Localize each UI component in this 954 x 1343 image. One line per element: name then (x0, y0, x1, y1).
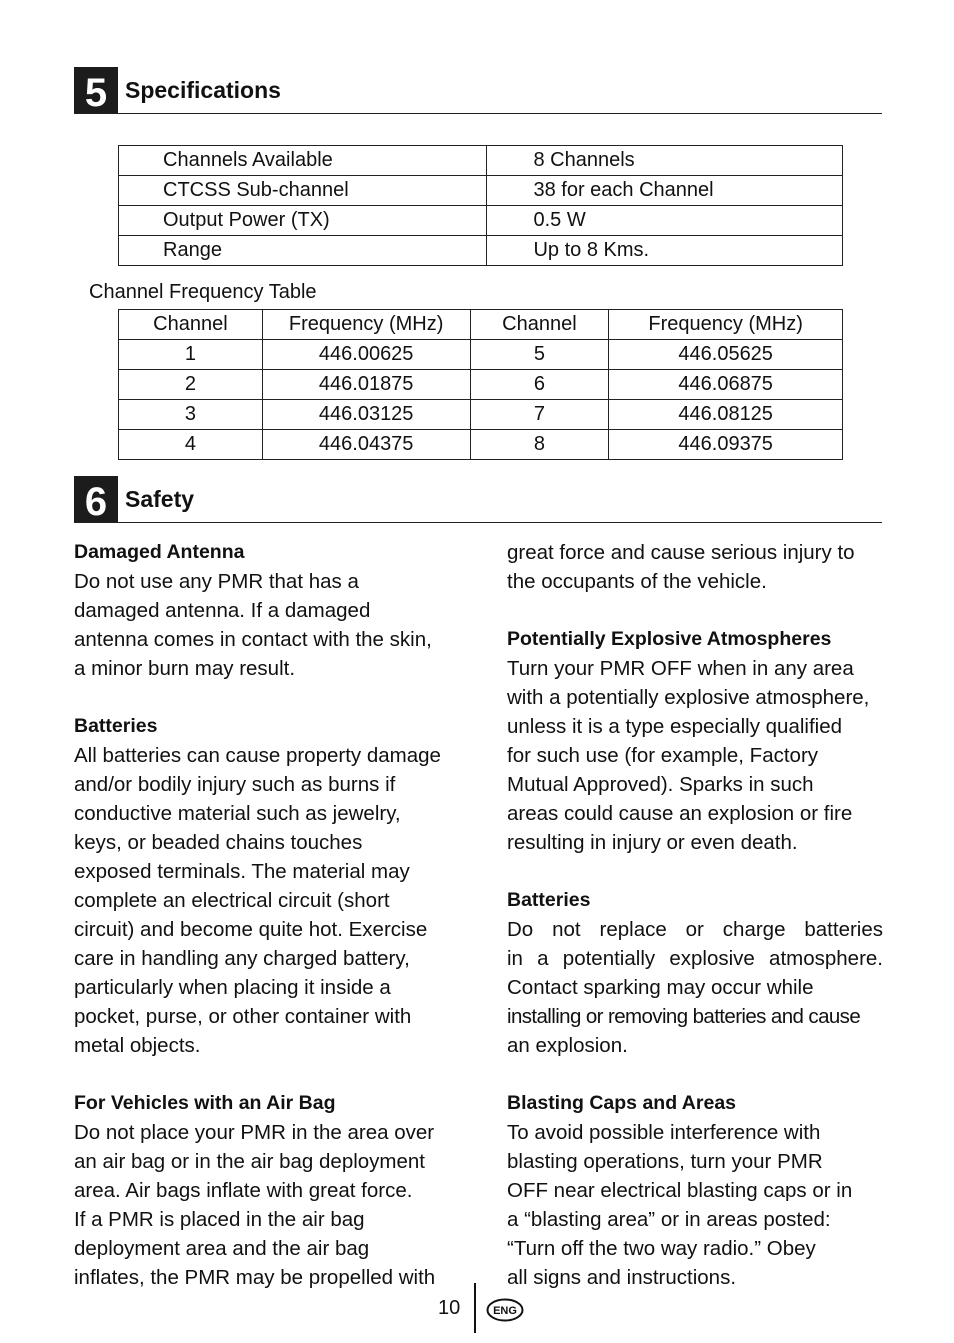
table-cell: 8 (470, 430, 609, 460)
heading-blasting-caps: Blasting Caps and Areas (507, 1092, 737, 1114)
text-line: Turn your PMR OFF when in any area (507, 657, 854, 680)
table-cell: 5 (470, 340, 609, 370)
text-line: metal objects. (74, 1034, 201, 1057)
language-badge-label: ENG (493, 1305, 517, 1317)
section-header-specifications (74, 67, 882, 114)
text-line: an explosion. (507, 1034, 628, 1057)
spec-label: Range (119, 236, 487, 266)
spec-value: 8 Channels (487, 146, 843, 176)
text-line: complete an electrical circuit (short (74, 889, 390, 912)
table-row (119, 176, 843, 206)
text-line: All batteries can cause property damage (74, 744, 441, 767)
spec-value: 0.5 W (487, 206, 843, 236)
text-line: “Turn off the two way radio.” Obey (507, 1237, 816, 1260)
frequency-table (118, 309, 843, 460)
text-line: Do not replace or charge batteries (507, 918, 883, 941)
text-line: in a potentially explosive atmosphere. (507, 947, 883, 970)
text-line: Do not use any PMR that has a (74, 570, 359, 593)
column-header: Channel (119, 310, 263, 340)
right-column (507, 538, 883, 1292)
text-line: a minor burn may result. (74, 657, 296, 680)
text-line: a “blasting area” or in areas posted: (507, 1208, 831, 1231)
text-line: area. Air bags inflate with great force. (74, 1179, 413, 1202)
text-line: conductive material such as jewelry, (74, 802, 401, 825)
table-row (119, 146, 843, 176)
text-line: great force and cause serious injury to (507, 541, 855, 564)
column-header: Channel (470, 310, 609, 340)
text-line: for such use (for example, Factory (507, 744, 819, 767)
text-line: circuit) and become quite hot. Exercise (74, 918, 428, 941)
spec-label: CTCSS Sub-channel (119, 176, 487, 206)
section-number-badge: 6 (74, 476, 118, 522)
table-cell: 3 (119, 400, 263, 430)
text-line: To avoid possible interference with (507, 1121, 821, 1144)
text-line: and/or bodily injury such as burns if (74, 773, 396, 796)
table-row (119, 430, 843, 460)
table-row (119, 400, 843, 430)
table-cell: 446.09375 (609, 430, 843, 460)
spec-label: Channels Available (119, 146, 487, 176)
text-line: antenna comes in contact with the skin, (74, 628, 432, 651)
text-line: Contact sparking may occur while (507, 976, 814, 999)
table-cell: 446.00625 (262, 340, 470, 370)
table-cell: 446.06875 (609, 370, 843, 400)
text-line: all signs and instructions. (507, 1266, 737, 1289)
section-title: Safety (125, 486, 195, 512)
footer-divider (474, 1283, 476, 1333)
table-cell: 6 (470, 370, 609, 400)
table-row (119, 206, 843, 236)
text-line: pocket, purse, or other container with (74, 1005, 412, 1028)
table-row (119, 370, 843, 400)
text-line: installing or removing batteries and cause (507, 1005, 861, 1028)
spec-label: Output Power (TX) (119, 206, 487, 236)
column-header: Frequency (MHz) (262, 310, 470, 340)
text-line: OFF near electrical blasting caps or in (507, 1179, 853, 1202)
spec-value: 38 for each Channel (487, 176, 843, 206)
section-number-badge: 5 (74, 67, 118, 113)
text-line: the occupants of the vehicle. (507, 570, 767, 593)
heading-batteries: Batteries (74, 715, 158, 737)
text-line: care in handling any charged battery, (74, 947, 410, 970)
left-column (74, 538, 450, 1292)
table-row (119, 236, 843, 266)
table-cell: 446.08125 (609, 400, 843, 430)
language-badge-icon (486, 1298, 524, 1322)
spec-value: Up to 8 Kms. (487, 236, 843, 266)
table-cell: 2 (119, 370, 263, 400)
text-line: blasting operations, turn your PMR (507, 1150, 823, 1173)
section-header-safety (74, 476, 882, 523)
table-cell: 446.03125 (262, 400, 470, 430)
table-cell: 446.04375 (262, 430, 470, 460)
heading-batteries-explosive: Batteries (507, 889, 591, 911)
text-line: Mutual Approved). Sparks in such (507, 773, 814, 796)
heading-explosive-atmospheres: Potentially Explosive Atmospheres (507, 628, 832, 650)
table-row (119, 340, 843, 370)
text-line: Do not place your PMR in the area over (74, 1121, 435, 1144)
specifications-table (118, 145, 843, 266)
heading-air-bag: For Vehicles with an Air Bag (74, 1092, 336, 1114)
heading-damaged-antenna: Damaged Antenna (74, 541, 245, 563)
table-cell: 446.01875 (262, 370, 470, 400)
table-cell: 446.05625 (609, 340, 843, 370)
text-line: inflates, the PMR may be propelled with (74, 1266, 436, 1289)
text-line: deployment area and the air bag (74, 1237, 370, 1260)
text-line: damaged antenna. If a damaged (74, 599, 371, 622)
frequency-table-caption: Channel Frequency Table (89, 281, 317, 303)
text-line: areas could cause an explosion or fire (507, 802, 853, 825)
table-cell: 7 (470, 400, 609, 430)
page-number: 10 (438, 1297, 461, 1319)
text-line: unless it is a type especially qualified (507, 715, 843, 738)
text-line: resulting in injury or even death. (507, 831, 798, 854)
table-header-row (119, 310, 843, 340)
table-cell: 1 (119, 340, 263, 370)
table-cell: 4 (119, 430, 263, 460)
text-line: keys, or beaded chains touches (74, 831, 363, 854)
section-title: Specifications (125, 77, 281, 103)
text-line: an air bag or in the air bag deployment (74, 1150, 426, 1173)
text-line: particularly when placing it inside a (74, 976, 391, 999)
text-line: exposed terminals. The material may (74, 860, 410, 883)
column-header: Frequency (MHz) (609, 310, 843, 340)
text-line: If a PMR is placed in the air bag (74, 1208, 365, 1231)
text-line: with a potentially explosive atmosphere, (507, 686, 870, 709)
